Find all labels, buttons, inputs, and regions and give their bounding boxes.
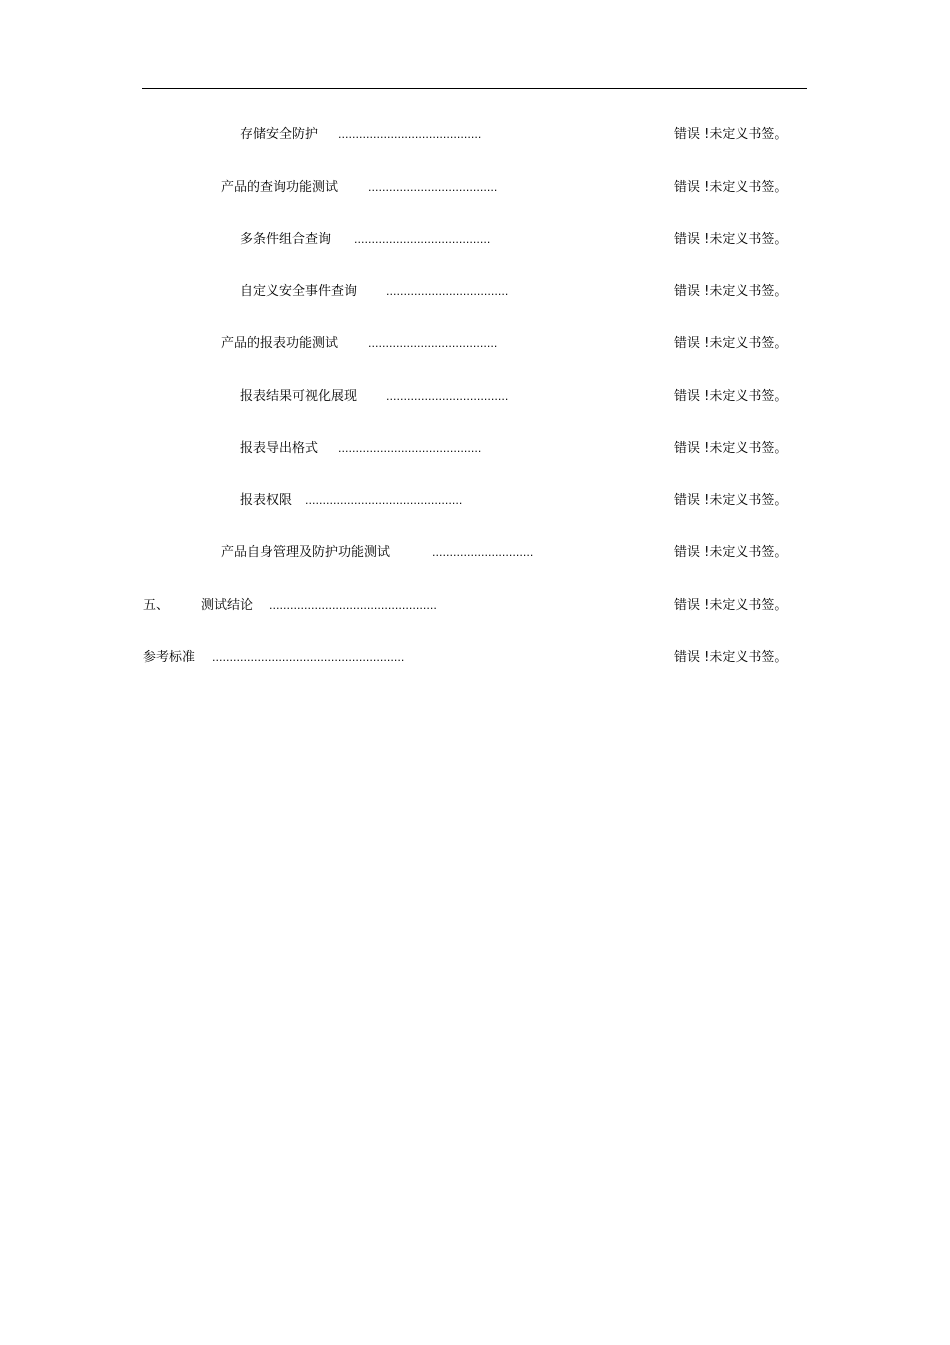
toc-entry[interactable] <box>0 334 950 354</box>
toc-entry-title: 产品的查询功能测试 <box>221 180 339 195</box>
toc-leader-dots: ....................................... <box>354 233 491 246</box>
toc-entry[interactable] <box>0 387 950 407</box>
toc-entry-page: 错误 !未定义书签。 <box>674 598 788 613</box>
toc-entry-page: 错误 !未定义书签。 <box>674 441 788 456</box>
toc-leader-dots: ................................... <box>386 390 509 403</box>
toc-leader-dots: ......................................... <box>338 128 482 141</box>
toc-entry-title: 报表权限 <box>240 493 293 508</box>
toc-entry-title: 多条件组合查询 <box>240 232 332 247</box>
toc-leader-dots: ............................................. <box>305 494 463 507</box>
toc-entry-page: 错误 !未定义书签。 <box>674 545 788 560</box>
toc-entry-number: 五、 <box>143 598 170 613</box>
toc-entry-page: 错误 !未定义书签。 <box>674 180 788 195</box>
toc-entry-title: 报表结果可视化展现 <box>240 389 358 404</box>
toc-entry-title: 存储安全防护 <box>240 127 319 142</box>
toc-entry-page: 错误 !未定义书签。 <box>674 493 788 508</box>
toc-entry[interactable] <box>0 439 950 459</box>
toc-entry[interactable] <box>0 178 950 198</box>
toc-entry[interactable] <box>0 230 950 250</box>
toc-entry-title: 产品的报表功能测试 <box>221 336 339 351</box>
toc-entry-page: 错误 !未定义书签。 <box>674 232 788 247</box>
toc-leader-dots: ................................................ <box>269 599 437 612</box>
toc-entry[interactable] <box>0 543 950 563</box>
header-rule <box>142 88 807 89</box>
toc-leader-dots: ............................. <box>432 546 534 559</box>
toc-entry-page: 错误 !未定义书签。 <box>674 284 788 299</box>
toc-leader-dots: ..................................... <box>368 181 498 194</box>
toc-leader-dots: ..................................... <box>368 337 498 350</box>
toc-entry[interactable] <box>0 282 950 302</box>
toc-leader-dots: ......................................... <box>338 442 482 455</box>
toc-entry-title: 测试结论 <box>201 598 254 613</box>
toc-entry-page: 错误 !未定义书签。 <box>674 127 788 142</box>
toc-entry[interactable] <box>0 596 950 616</box>
toc-entry[interactable] <box>0 125 950 145</box>
toc-entry[interactable] <box>0 648 950 668</box>
toc-entry-title: 产品自身管理及防护功能测试 <box>221 545 391 560</box>
toc-leader-dots: ....................................................... <box>212 651 405 664</box>
toc-entry-page: 错误 !未定义书签。 <box>674 389 788 404</box>
toc-entry-title: 自定义安全事件查询 <box>240 284 358 299</box>
toc-entry-title: 参考标准 <box>143 650 196 665</box>
toc-leader-dots: ................................... <box>386 285 509 298</box>
toc-entry-page: 错误 !未定义书签。 <box>674 650 788 665</box>
toc-entry-title: 报表导出格式 <box>240 441 319 456</box>
toc-entry[interactable] <box>0 491 950 511</box>
toc-entry-page: 错误 !未定义书签。 <box>674 336 788 351</box>
